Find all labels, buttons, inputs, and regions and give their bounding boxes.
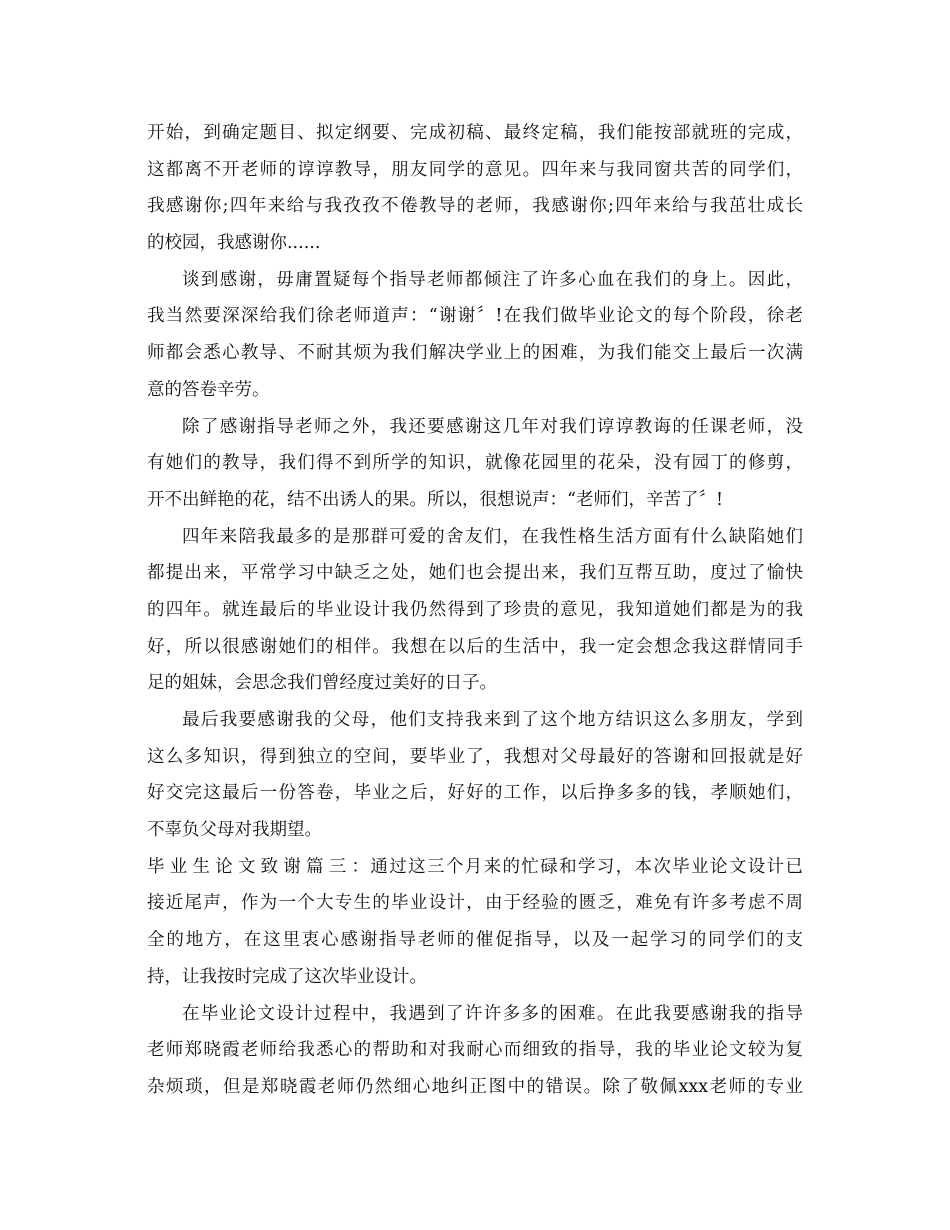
paragraph-text: 通过这三个月来的忙碌和学习，本次毕业论文设计已	[369, 856, 803, 877]
paragraph-line: 的四年。就连最后的毕业设计我仍然得到了珍贵的意见，我知道她们都是为的我	[147, 599, 803, 620]
paragraph-line: 足的姐妹，会思念我们曾经度过美好的日子。	[147, 673, 497, 694]
paragraph-line: 最后我要感谢我的父母，他们支持我来到了这个地方结识这么多朋友，学到	[182, 710, 803, 730]
paragraph-line: 的校园，我感谢你......	[147, 233, 321, 254]
paragraph-line: 都提出来，平常学习中缺乏之处，她们也会提出来，我们互帮互助，度过了愉快	[147, 563, 803, 584]
paragraph-line: 这么多知识，得到独立的空间，要毕业了，我想对父母最好的答谢和回报就是好	[147, 746, 803, 767]
paragraph-line: 我当然要深深给我们徐老师道声：“谢谢〞!在我们做毕业论文的每个阶段，徐老	[147, 306, 803, 327]
paragraph-line: 好，所以很感谢她们的相伴。我想在以后的生活中，我一定会想念我这群情同手	[147, 636, 803, 657]
paragraph-line: 除了感谢指导老师之外，我还要感谢这几年对我们谆谆教诲的任课老师，没	[182, 416, 803, 437]
paragraph-line: 持，让我按时完成了这次毕业设计。	[147, 966, 427, 987]
section-heading-line	[147, 849, 803, 886]
paragraph-line: 接近尾声，作为一个大专生的毕业设计，由于经验的匮乏，难免有许多考虑不周	[147, 893, 803, 914]
paragraph-line: 老师郑晓霞老师给我悉心的帮助和对我耐心而细致的指导，我的毕业论文较为复	[147, 1040, 803, 1061]
paragraph-line: 四年来陪我最多的是那群可爱的舍友们，在我性格生活方面有什么缺陷她们	[182, 526, 803, 547]
paragraph-line: 师都会悉心教导、不耐其烦为我们解决学业上的困难，为我们能交上最后一次满	[147, 343, 803, 364]
paragraph-line: 有她们的教导，我们得不到所学的知识，就像花园里的花朵，没有园丁的修剪，	[147, 453, 803, 474]
paragraph-line: 我感谢你;四年来给与我孜孜不倦教导的老师，我感谢你;四年来给与我茁壮成长	[147, 196, 803, 217]
paragraph-line: 开不出鲜艳的花，结不出诱人的果。所以，很想说声：“老师们，辛苦了〞!	[147, 489, 723, 510]
paragraph-line: 意的答卷辛劳。	[147, 379, 270, 400]
paragraph-line: 杂烦琐，但是郑晓霞老师仍然细心地纠正图中的错误。除了敬佩xxx老师的专业	[147, 1076, 803, 1097]
paragraph-line: 谈到感谢，毋庸置疑每个指导老师都倾注了许多心血在我们的身上。因此，	[182, 269, 803, 290]
paragraph-line: 好交完这最后一份答卷，毕业之后，好好的工作，以后挣多多的钱，孝顺她们，	[147, 783, 803, 804]
paragraph-line: 在毕业论文设计过程中，我遇到了许许多多的困难。在此我要感谢我的指导	[182, 1003, 803, 1024]
section-heading: 毕业生论文致谢篇三：	[147, 856, 369, 877]
document-body	[147, 115, 803, 1106]
paragraph-line: 全的地方，在这里衷心感谢指导老师的催促指导，以及一起学习的同学们的支	[147, 930, 803, 951]
paragraph-line: 开始，到确定题目、拟定纲要、完成初稿、最终定稿，我们能按部就班的完成，	[147, 123, 803, 143]
paragraph-line: 这都离不开老师的谆谆教导，朋友同学的意见。四年来与我同窗共苦的同学们，	[147, 159, 803, 180]
paragraph-line: 不辜负父母对我期望。	[147, 820, 322, 841]
